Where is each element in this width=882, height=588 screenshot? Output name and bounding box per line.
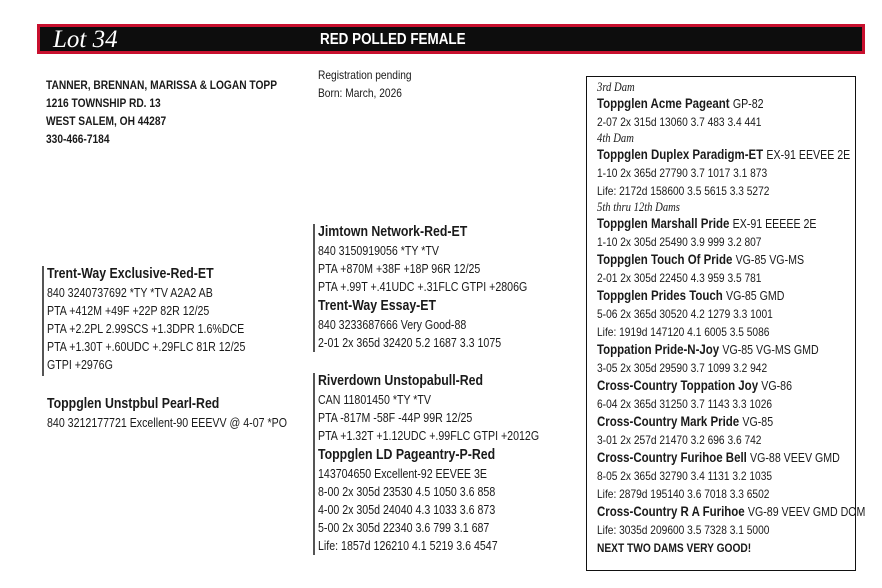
dam-entry-name: Toppglen Duplex Paradigm-ET EX-91 EEVEE 2E	[597, 147, 851, 162]
sire-sire-block	[318, 223, 527, 296]
dam-entry-line: Life: 2172d 158600 3.5 5615 3.3 5272	[597, 184, 770, 198]
dam-entry-name: Cross-Country Toppation Joy VG-86	[597, 378, 793, 393]
dam-entry-line: 2-07 2x 315d 13060 3.7 483 3.4 441	[597, 115, 762, 129]
owner-block	[46, 76, 277, 148]
sire-block	[47, 265, 245, 374]
sire-line: PTA +2.2PL 2.99SCS +1.3DPR 1.6%DCE	[47, 322, 245, 336]
dam-dam-line: Life: 1857d 126210 4.1 5219 3.6 4547	[318, 539, 498, 553]
fourth-dam-caption: 4th Dam	[597, 131, 634, 145]
owner-city: WEST SALEM, OH 44287	[46, 114, 167, 128]
dam-entry-line: Life: 2879d 195140 3.6 7018 3.3 6502	[597, 487, 770, 501]
sire-bracket	[42, 266, 44, 376]
sire-dam-block	[318, 297, 501, 352]
dam-dam-line: 4-00 2x 305d 24040 4.3 1033 3.6 873	[318, 503, 496, 517]
dam-dam-block	[318, 446, 498, 555]
dam-dam-name: Toppglen LD Pageantry-P-Red	[318, 447, 496, 463]
dam-entry-line: 2-01 2x 305d 22450 4.3 959 3.5 781	[597, 271, 762, 285]
dam-entry-name: Toppglen Marshall Pride EX-91 EEEEE 2E	[597, 216, 817, 231]
sire-line: PTA +412M +49F +22P 82R 12/25	[47, 304, 210, 318]
sire-parents-bracket	[313, 224, 315, 352]
dam-entry-name: Toppglen Acme Pageant GP-82	[597, 96, 764, 111]
lot-banner	[37, 24, 865, 54]
born-date: Born: March, 2026	[318, 86, 402, 100]
dam-line: 840 3212177721 Excellent-90 EEEVV @ 4-07 *PO	[47, 416, 287, 430]
lot-title: RED POLLED FEMALE	[320, 31, 466, 48]
sire-sire-line: 840 3150919056 *TY *TV	[318, 244, 439, 258]
lot-number: Lot 34	[53, 26, 118, 53]
dam-entry-line: 1-10 2x 365d 27790 3.7 1017 3.1 873	[597, 166, 768, 180]
dams-list	[597, 80, 865, 557]
dams-footer: NEXT TWO DAMS VERY GOOD!	[597, 541, 752, 555]
dam-sire-line: PTA -817M -58F -44P 99R 12/25	[318, 411, 473, 425]
fifth-dams-caption: 5th thru 12th Dams	[597, 200, 680, 214]
dam-entry-name: Cross-Country Furihoe Bell VG-88 VEEV GMD	[597, 450, 840, 465]
dam-parents-bracket	[313, 373, 315, 555]
owner-phone: 330-466-7184	[46, 132, 110, 146]
dam-entry-line: 6-04 2x 365d 31250 3.7 1143 3.3 1026	[597, 397, 773, 411]
dam-entry-line: Life: 1919d 147120 4.1 6005 3.5 5086	[597, 325, 770, 339]
third-dam-caption: 3rd Dam	[597, 80, 635, 94]
registration-block	[318, 66, 412, 102]
dam-sire-line: CAN 11801450 *TY *TV	[318, 393, 432, 407]
sire-sire-line: PTA +.99T +.41UDC +.31FLC GTPI +2806G	[318, 280, 528, 294]
sire-dam-name: Trent-Way Essay-ET	[318, 298, 437, 314]
dam-sire-name: Riverdown Unstopabull-Red	[318, 373, 484, 389]
registration-status: Registration pending	[318, 68, 412, 82]
dam-entry-line: 3-05 2x 305d 29590 3.7 1099 3.2 942	[597, 361, 768, 375]
dam-entry-name: Toppglen Touch Of Pride VG-85 VG-MS	[597, 252, 805, 267]
dam-entry-line: 8-05 2x 365d 32790 3.4 1131 3.2 1035	[597, 469, 773, 483]
sire-line: 840 3240737692 *TY *TV A2A2 AB	[47, 286, 213, 300]
sire-dam-line: 840 3233687666 Very Good-88	[318, 318, 467, 332]
sire-sire-line: PTA +870M +38F +18P 96R 12/25	[318, 262, 481, 276]
owner-address: 1216 TOWNSHIP RD. 13	[46, 96, 161, 110]
dam-entry-line: Life: 3035d 209600 3.5 7328 3.1 5000	[597, 523, 770, 537]
dam-entry-line: 1-10 2x 305d 25490 3.9 999 3.2 807	[597, 235, 762, 249]
owner-names: TANNER, BRENNAN, MARISSA & LOGAN TOPP	[46, 78, 278, 92]
sire-dam-line: 2-01 2x 365d 32420 5.2 1687 3.3 1075	[318, 336, 502, 350]
dam-entry-name: Toppglen Prides Touch VG-85 GMD	[597, 288, 785, 303]
dam-sire-block	[318, 372, 539, 445]
dam-dam-line: 143704650 Excellent-92 EEVEE 3E	[318, 467, 487, 481]
sire-line: GTPI +2976G	[47, 358, 113, 372]
dam-entry-line: 5-06 2x 365d 30520 4.2 1279 3.3 1001	[597, 307, 773, 321]
dam-entry-name: Toppation Pride-N-Joy VG-85 VG-MS GMD	[597, 342, 819, 357]
dam-entry-line: 3-01 2x 257d 21470 3.2 696 3.6 742	[597, 433, 762, 447]
dam-block	[47, 395, 287, 432]
dam-sire-line: PTA +1.32T +1.12UDC +.99FLC GTPI +2012G	[318, 429, 540, 443]
dam-dam-line: 8-00 2x 305d 23530 4.5 1050 3.6 858	[318, 485, 496, 499]
dam-name: Toppglen Unstpbul Pearl-Red	[47, 396, 220, 412]
dam-entry-name: Cross-Country R A Furihoe VG-89 VEEV GMD DOM	[597, 504, 866, 519]
sire-name: Trent-Way Exclusive-Red-ET	[47, 266, 214, 282]
dam-dam-line: 5-00 2x 305d 22340 3.6 799 3.1 687	[318, 521, 490, 535]
sire-sire-name: Jimtown Network-Red-ET	[318, 224, 468, 240]
dam-entry-name: Cross-Country Mark Pride VG-85	[597, 414, 774, 429]
sire-line: PTA +1.30T +.60UDC +.29FLC 81R 12/25	[47, 340, 246, 354]
